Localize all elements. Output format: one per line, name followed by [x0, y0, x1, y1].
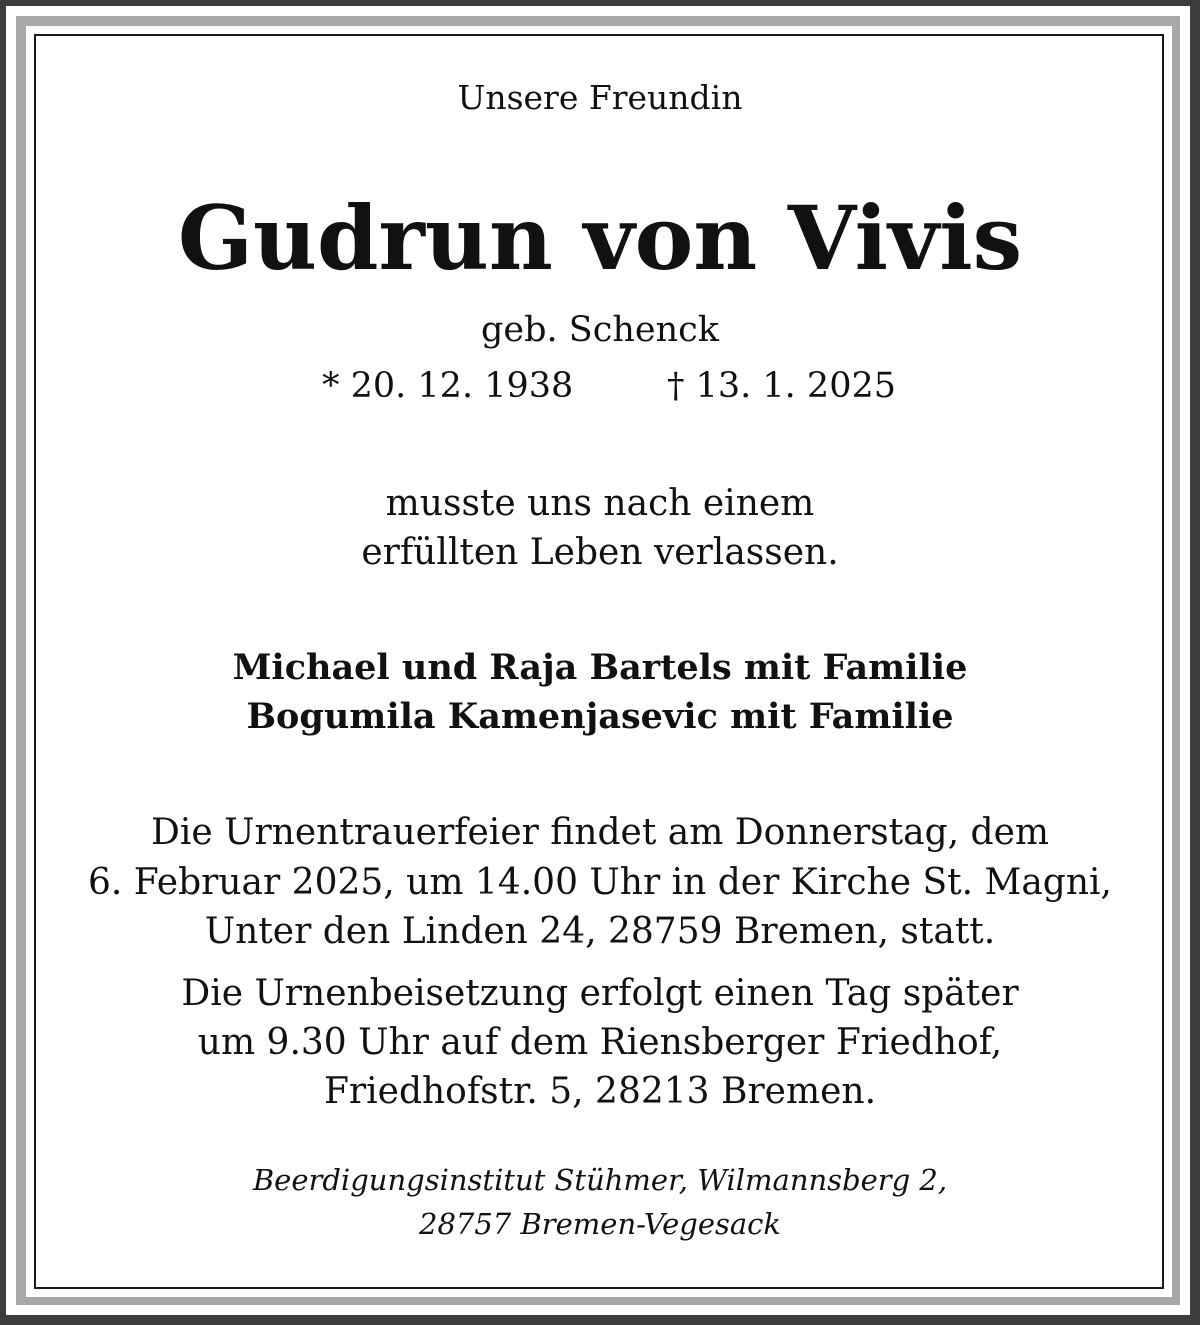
undertaker-line: 28757 Bremen-Vegesack	[419, 1207, 781, 1241]
burial-line: Friedhofstr. 5, 28213 Bremen.	[323, 1071, 877, 1112]
family-line: Bogumila Kamenjasevic mit Familie	[246, 696, 954, 737]
birth-date: * 20. 12. 1938	[322, 366, 574, 406]
maiden-name: geb. Schenck	[481, 310, 719, 350]
ceremony-line: 6. Februar 2025, um 14.00 Uhr in der Kirche St. Magni,	[88, 862, 1112, 903]
deceased-name: Gudrun von Vivis	[177, 186, 1023, 290]
undertaker-line: Beerdigungsinstitut Stühmer, Wilmannsberg 2,	[252, 1163, 948, 1197]
family-line: Michael und Raja Bartels mit Familie	[232, 647, 968, 688]
message-line: musste uns nach einem	[385, 483, 815, 524]
ceremony-line: Die Urnentrauerfeier findet am Donnerstag, dem	[150, 812, 1050, 853]
intro-text: Unsere Freundin	[457, 78, 743, 117]
burial-line: um 9.30 Uhr auf dem Riensberger Friedhof,	[197, 1022, 1003, 1063]
ceremony-line: Unter den Linden 24, 28759 Bremen, statt.	[204, 911, 996, 952]
death-date: † 13. 1. 2025	[667, 366, 897, 406]
message-line: erfüllten Leben verlassen.	[361, 532, 839, 573]
burial-line: Die Urnenbeisetzung erfolgt einen Tag später	[181, 973, 1019, 1014]
